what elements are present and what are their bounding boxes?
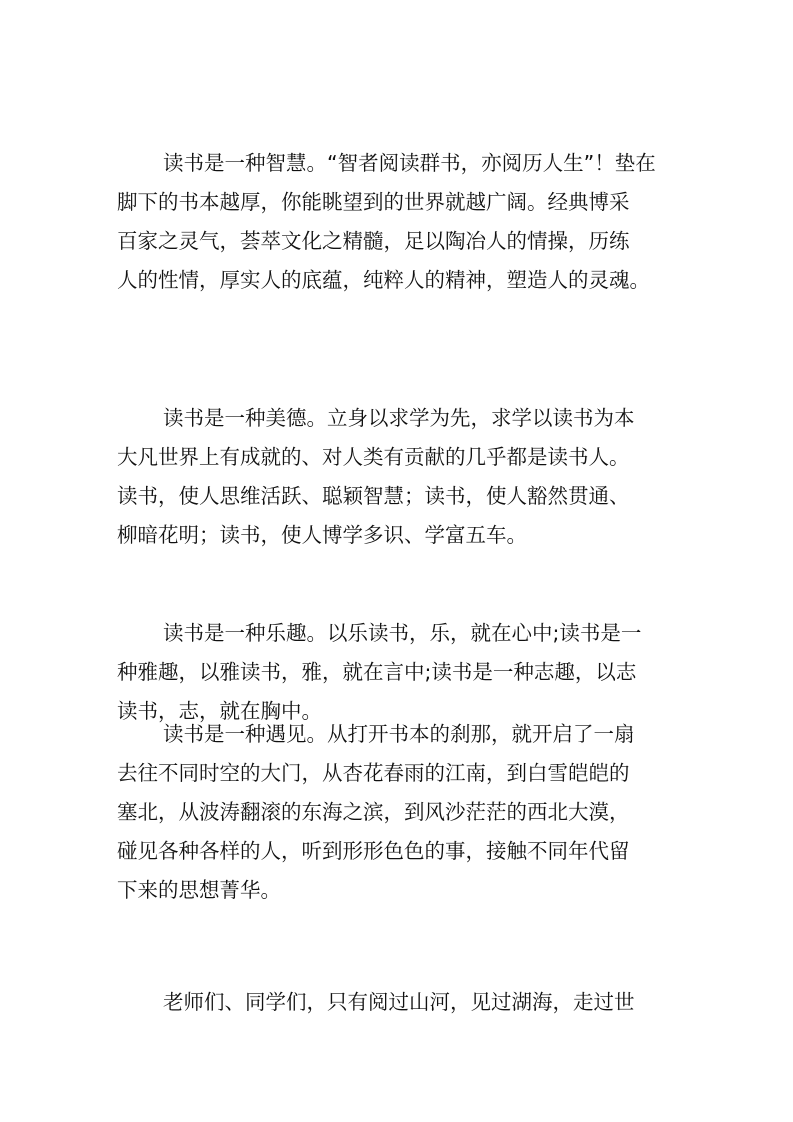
text-line: 大凡世界上有成就的、对人类有贡献的几乎都是读书人。 <box>117 445 630 469</box>
text-line: 下来的思想菁华。 <box>117 878 281 902</box>
text-line: 柳暗花明；读书，使人博学多识、学富五车。 <box>117 523 527 547</box>
text-line: 读书是一种乐趣。以乐读书，乐，就在心中;读书是一 <box>163 621 642 645</box>
text-line: 读书，使人思维活跃、聪颖智慧；读书，使人豁然贯通、 <box>117 484 630 508</box>
text-line: 去往不同时空的大门，从杏花春雨的江南，到白雪皑皑的 <box>117 761 630 785</box>
text-line: 脚下的书本越厚，你能眺望到的世界就越广阔。经典博采 <box>117 190 630 214</box>
text-line: 种雅趣，以雅读书，雅，就在言中;读书是一种志趣，以志 <box>117 660 637 684</box>
paragraph-closing <box>117 983 687 1022</box>
text-line: 百家之灵气，荟萃文化之精髓，足以陶冶人的情操，历练 <box>117 229 630 253</box>
text-line: 读书，志，就在胸中。 <box>117 699 322 723</box>
text-line: 读书是一种美德。立身以求学为先，求学以读书为本 <box>163 406 635 430</box>
text-line: 碰见各种各样的人，听到形形色色的事，接触不同年代留 <box>117 839 630 863</box>
paragraph-encounter <box>117 715 687 910</box>
text-line: 人的性情，厚实人的底蕴，纯粹人的精神，塑造人的灵魂。 <box>117 268 650 292</box>
paragraph-joy <box>117 614 687 731</box>
text-line: 塞北，从波涛翻滚的东海之滨，到风沙茫茫的西北大漠， <box>117 800 630 824</box>
text-line: 读书是一种智慧。“智者阅读群书，亦阅历人生”！垫在 <box>163 151 656 175</box>
paragraph-wisdom <box>117 144 687 300</box>
text-line: 老师们、同学们，只有阅过山河，见过湖海，走过世 <box>163 990 635 1014</box>
paragraph-virtue <box>117 399 687 555</box>
text-line: 读书是一种遇见。从打开书本的刹那，就开启了一扇 <box>163 722 635 746</box>
